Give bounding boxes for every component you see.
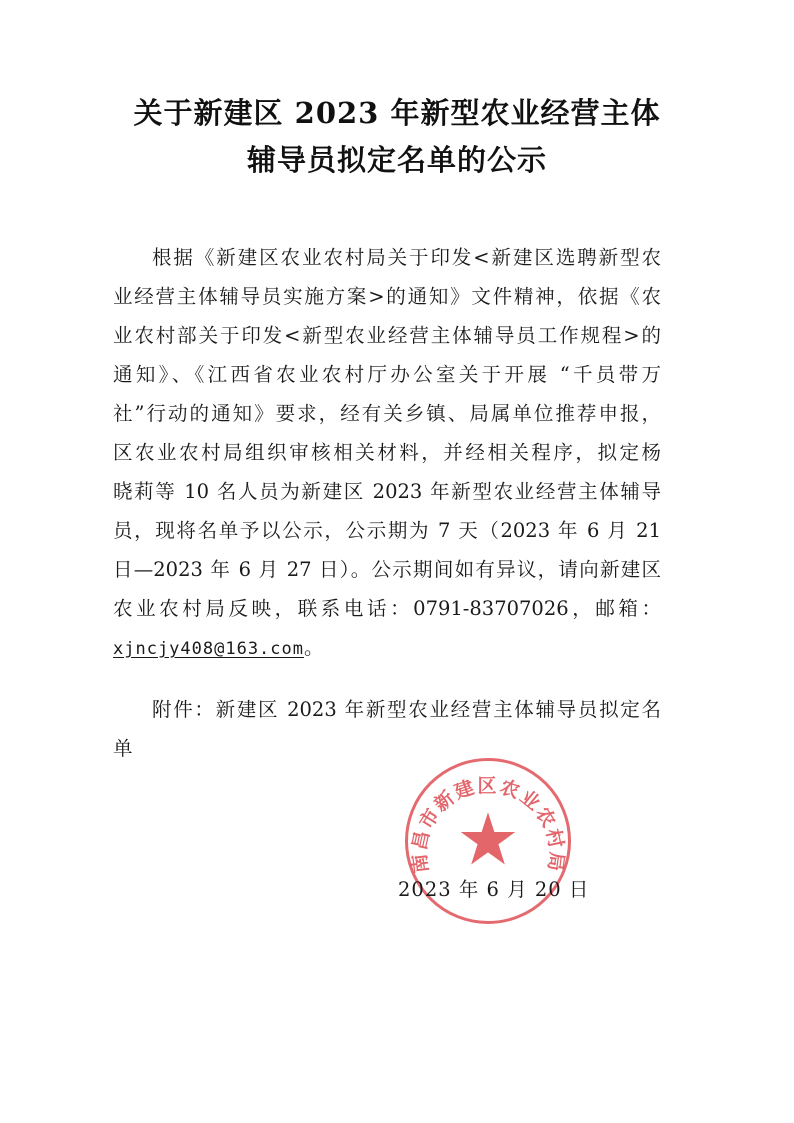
- svg-text:南昌市新建区农业农村局: [408, 775, 568, 874]
- body-line: 根据《新建区农业农村局关于印发<新建区选聘新型农: [152, 246, 661, 269]
- body-line: 农业农村局反映，联系电话：0791-83707026，邮箱：: [113, 597, 661, 620]
- body-line: 业经营主体辅导员实施方案>的通知》文件精神，依据《农: [113, 285, 661, 308]
- seal-text: 南昌市新建区农业农村局: [408, 774, 568, 875]
- title-line-1: 关于新建区 2023 年新型农业经营主体: [133, 96, 661, 130]
- attachment-line: 附件：新建区 2023 年新型农业经营主体辅导员拟定名: [152, 698, 661, 721]
- body-line: 晓莉等 10 名人员为新建区 2023 年新型农业经营主体辅导: [113, 480, 661, 503]
- body-line: 区农业农村局组织审核相关材料，并经相关程序，拟定杨: [113, 441, 661, 464]
- body-line: 业农村部关于印发<新型农业经营主体辅导员工作规程>的: [113, 324, 661, 347]
- title-line-2: 辅导员拟定名单的公示: [246, 143, 547, 177]
- body-line: 日—2023 年 6 月 27 日）。公示期间如有异议，请向新建区: [113, 558, 661, 581]
- email-suffix: 。: [304, 636, 324, 659]
- document-date: 2023 年 6 月 20 日: [398, 878, 590, 901]
- body-line: 社”行动的通知》要求，经有关乡镇、局属单位推荐申报，: [113, 402, 661, 425]
- body-line: 员，现将名单予以公示，公示期为 7 天（2023 年 6 月 21: [113, 519, 661, 542]
- email-link[interactable]: xjncjy408@163.com: [113, 639, 304, 659]
- body-line: 通知》、《江西省农业农村厅办公室关于开展 “千员带万: [113, 363, 661, 386]
- attachment-line-continued: 单: [113, 737, 133, 760]
- body-line-email: [113, 638, 661, 658]
